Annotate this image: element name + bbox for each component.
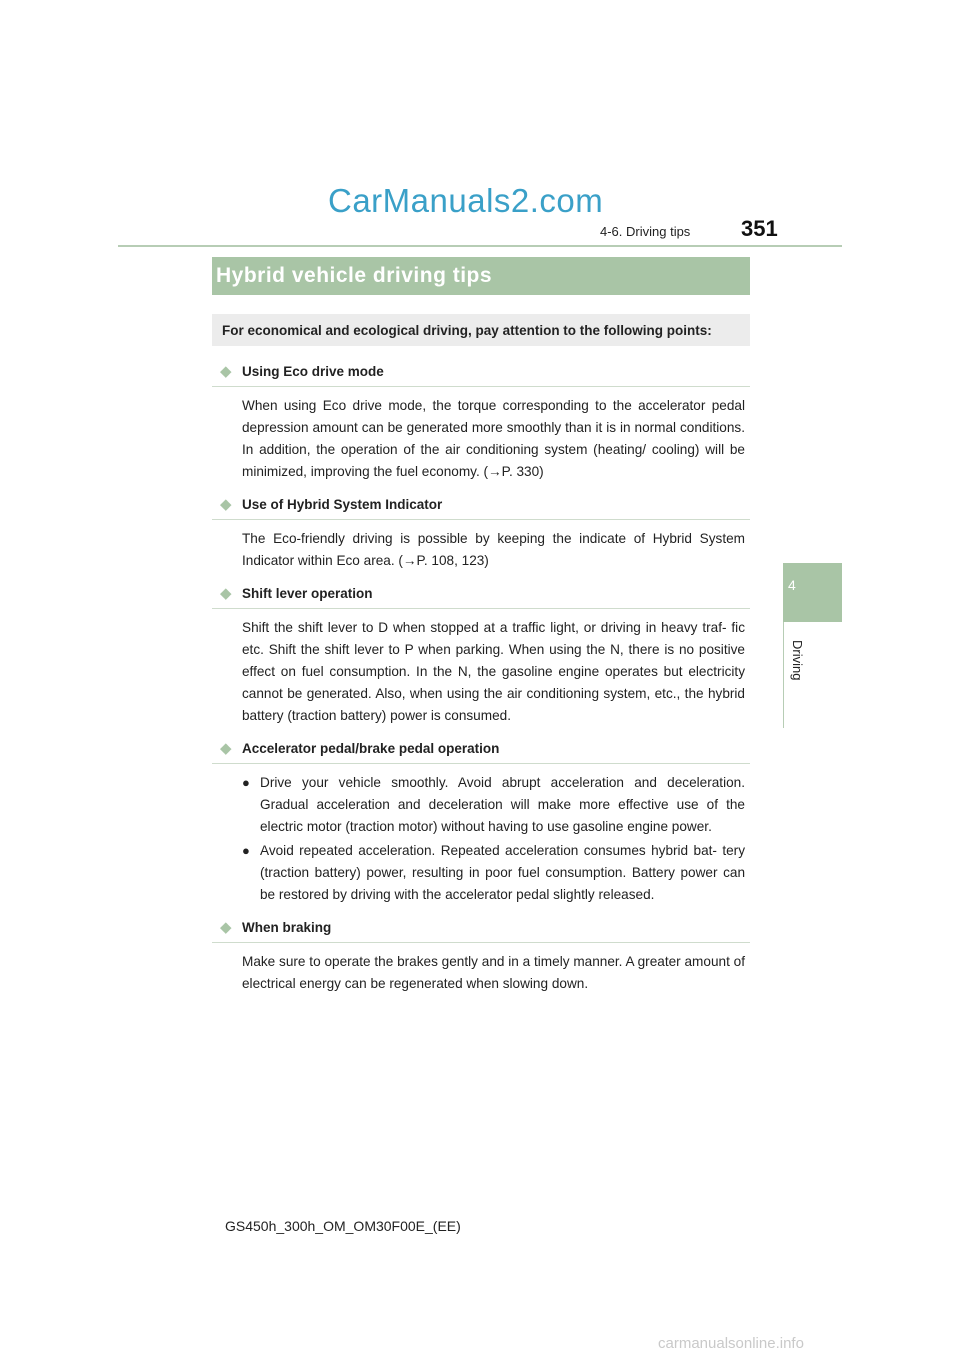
- chapter-number: 4: [788, 577, 796, 593]
- content-body: [212, 360, 750, 1005]
- list-item-text: Drive your vehicle smoothly. Avoid abrupt acceleration and deceleration. Gradual acceleration and deceleration will make more effective use of the electric motor (traction motor) without having to use gasoline engine power.: [260, 775, 745, 834]
- subsection-heading-label: Shift lever operation: [242, 586, 373, 601]
- subsection-text: Shift the shift lever to D when stopped at a traffic light, or driving in heavy traf- fic etc. Shift the shift lever to P when parking. When using the N, there is no positive effect on fuel consumption. In the N, the gasoline engine operates but electricity cannot be generated. Also, when using the air conditioning system, etc., the hybrid battery (traction battery) power is consumed.: [242, 620, 745, 723]
- document-code: GS450h_300h_OM_OM30F00E_(EE): [225, 1218, 461, 1234]
- diamond-icon: ◆: [220, 363, 232, 380]
- intro-box: [212, 314, 750, 346]
- list-item: [242, 840, 745, 906]
- watermark-logo: CarManuals2.com: [328, 182, 604, 219]
- subsection-heading: [212, 737, 750, 764]
- chapter-label: Driving: [790, 640, 805, 681]
- page-title: Hybrid vehicle driving tips: [216, 264, 493, 287]
- subsection-heading: [212, 916, 750, 943]
- section-label: 4-6. Driving tips: [600, 224, 691, 239]
- page-title-bar: [212, 257, 750, 295]
- subsection-heading-label: Using Eco drive mode: [242, 364, 384, 379]
- subsection-text: The Eco-friendly driving is possible by keeping the indicate of Hybrid System Indicator within Eco area. (→P. 108, 123): [242, 531, 745, 568]
- diamond-icon: ◆: [220, 585, 232, 602]
- subsection-heading: [212, 360, 750, 387]
- list-item-text: Avoid repeated acceleration. Repeated acceleration consumes hybrid bat- tery (traction battery) power, resulting in poor fuel consumption. Battery power can be restored by driving with the accelerator pedal slightly released.: [260, 843, 745, 902]
- diamond-icon: ◆: [220, 496, 232, 513]
- diamond-icon: ◆: [220, 919, 232, 936]
- header-divider: [118, 245, 842, 247]
- subsection-heading: [212, 582, 750, 609]
- subsection-heading: [212, 493, 750, 520]
- subsection-heading-label: When braking: [242, 920, 332, 935]
- footer-watermark: carmanualsonline.info: [658, 1335, 804, 1352]
- intro-text: For economical and ecological driving, pay attention to the following points:: [222, 323, 712, 338]
- subsection-text: When using Eco drive mode, the torque corresponding to the accelerator pedal depression amount can be generated more smoothly than it is in normal conditions. In addition, the operation of the air conditioning system (heating/ cooling) will be minimized, improving the fuel economy. (→P. 330): [242, 398, 745, 479]
- subsection-text: Make sure to operate the brakes gently and in a timely manner. A greater amount of electrical energy can be regenerated when slowing down.: [242, 954, 745, 991]
- list-item: [242, 772, 745, 838]
- chapter-tab: [783, 563, 842, 622]
- bullet-dot-icon: ●: [242, 775, 250, 790]
- page-number: 351: [741, 216, 778, 241]
- subsection-heading-label: Accelerator pedal/brake pedal operation: [242, 741, 500, 756]
- bullet-dot-icon: ●: [242, 843, 250, 858]
- diamond-icon: ◆: [220, 740, 232, 757]
- subsection-heading-label: Use of Hybrid System Indicator: [242, 497, 443, 512]
